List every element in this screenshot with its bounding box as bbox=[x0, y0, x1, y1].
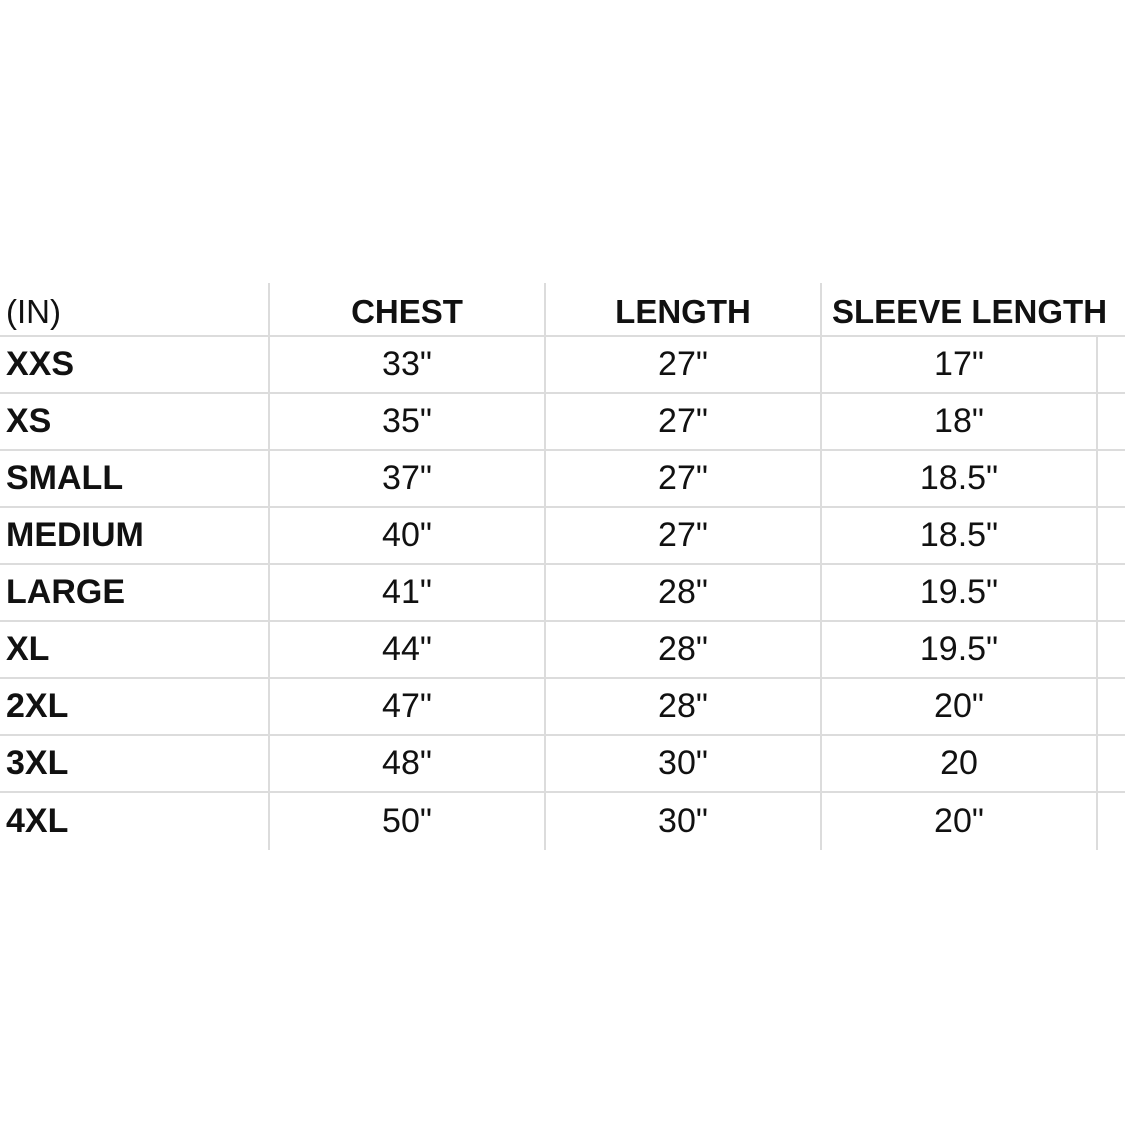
chest-value: 37" bbox=[270, 451, 546, 506]
chest-value: 47" bbox=[270, 679, 546, 734]
header-length: LENGTH bbox=[546, 283, 822, 335]
empty-cell bbox=[1098, 622, 1125, 677]
table-row bbox=[0, 622, 1125, 679]
length-value: 30" bbox=[546, 736, 822, 791]
sleeve-value: 20" bbox=[822, 793, 1098, 850]
size-label: XS bbox=[0, 394, 270, 449]
sleeve-value: 18.5" bbox=[822, 508, 1098, 563]
sleeve-value: 20" bbox=[822, 679, 1098, 734]
header-unit: (IN) bbox=[0, 283, 270, 335]
table-row bbox=[0, 451, 1125, 508]
size-label: 4XL bbox=[0, 793, 270, 850]
length-value: 27" bbox=[546, 337, 822, 392]
table-row bbox=[0, 736, 1125, 793]
sleeve-value: 18" bbox=[822, 394, 1098, 449]
chest-value: 48" bbox=[270, 736, 546, 791]
chest-value: 40" bbox=[270, 508, 546, 563]
length-value: 27" bbox=[546, 394, 822, 449]
size-label: MEDIUM bbox=[0, 508, 270, 563]
chest-value: 50" bbox=[270, 793, 546, 850]
sleeve-value: 17" bbox=[822, 337, 1098, 392]
empty-cell bbox=[1098, 679, 1125, 734]
sleeve-value: 20 bbox=[822, 736, 1098, 791]
empty-cell bbox=[1098, 508, 1125, 563]
table-row bbox=[0, 565, 1125, 622]
size-label: LARGE bbox=[0, 565, 270, 620]
table-row bbox=[0, 793, 1125, 850]
table-header-row bbox=[0, 283, 1125, 337]
header-chest: CHEST bbox=[270, 283, 546, 335]
empty-cell bbox=[1098, 565, 1125, 620]
length-value: 28" bbox=[546, 565, 822, 620]
size-label: 3XL bbox=[0, 736, 270, 791]
empty-cell bbox=[1098, 793, 1125, 850]
size-label: SMALL bbox=[0, 451, 270, 506]
chest-value: 41" bbox=[270, 565, 546, 620]
table-row bbox=[0, 508, 1125, 565]
sleeve-value: 18.5" bbox=[822, 451, 1098, 506]
sleeve-value: 19.5" bbox=[822, 565, 1098, 620]
sleeve-value: 19.5" bbox=[822, 622, 1098, 677]
size-chart-table bbox=[0, 283, 1125, 850]
size-label: 2XL bbox=[0, 679, 270, 734]
empty-cell bbox=[1098, 394, 1125, 449]
header-sleeve-length: SLEEVE LENGTH bbox=[832, 293, 1108, 330]
empty-cell bbox=[1098, 736, 1125, 791]
empty-cell bbox=[1098, 451, 1125, 506]
length-value: 28" bbox=[546, 679, 822, 734]
chest-value: 33" bbox=[270, 337, 546, 392]
empty-cell bbox=[1098, 337, 1125, 392]
length-value: 27" bbox=[546, 508, 822, 563]
size-label: XL bbox=[0, 622, 270, 677]
length-value: 27" bbox=[546, 451, 822, 506]
table-row bbox=[0, 679, 1125, 736]
table-row bbox=[0, 394, 1125, 451]
chest-value: 44" bbox=[270, 622, 546, 677]
size-label: XXS bbox=[0, 337, 270, 392]
table-row bbox=[0, 337, 1125, 394]
length-value: 28" bbox=[546, 622, 822, 677]
length-value: 30" bbox=[546, 793, 822, 850]
chest-value: 35" bbox=[270, 394, 546, 449]
